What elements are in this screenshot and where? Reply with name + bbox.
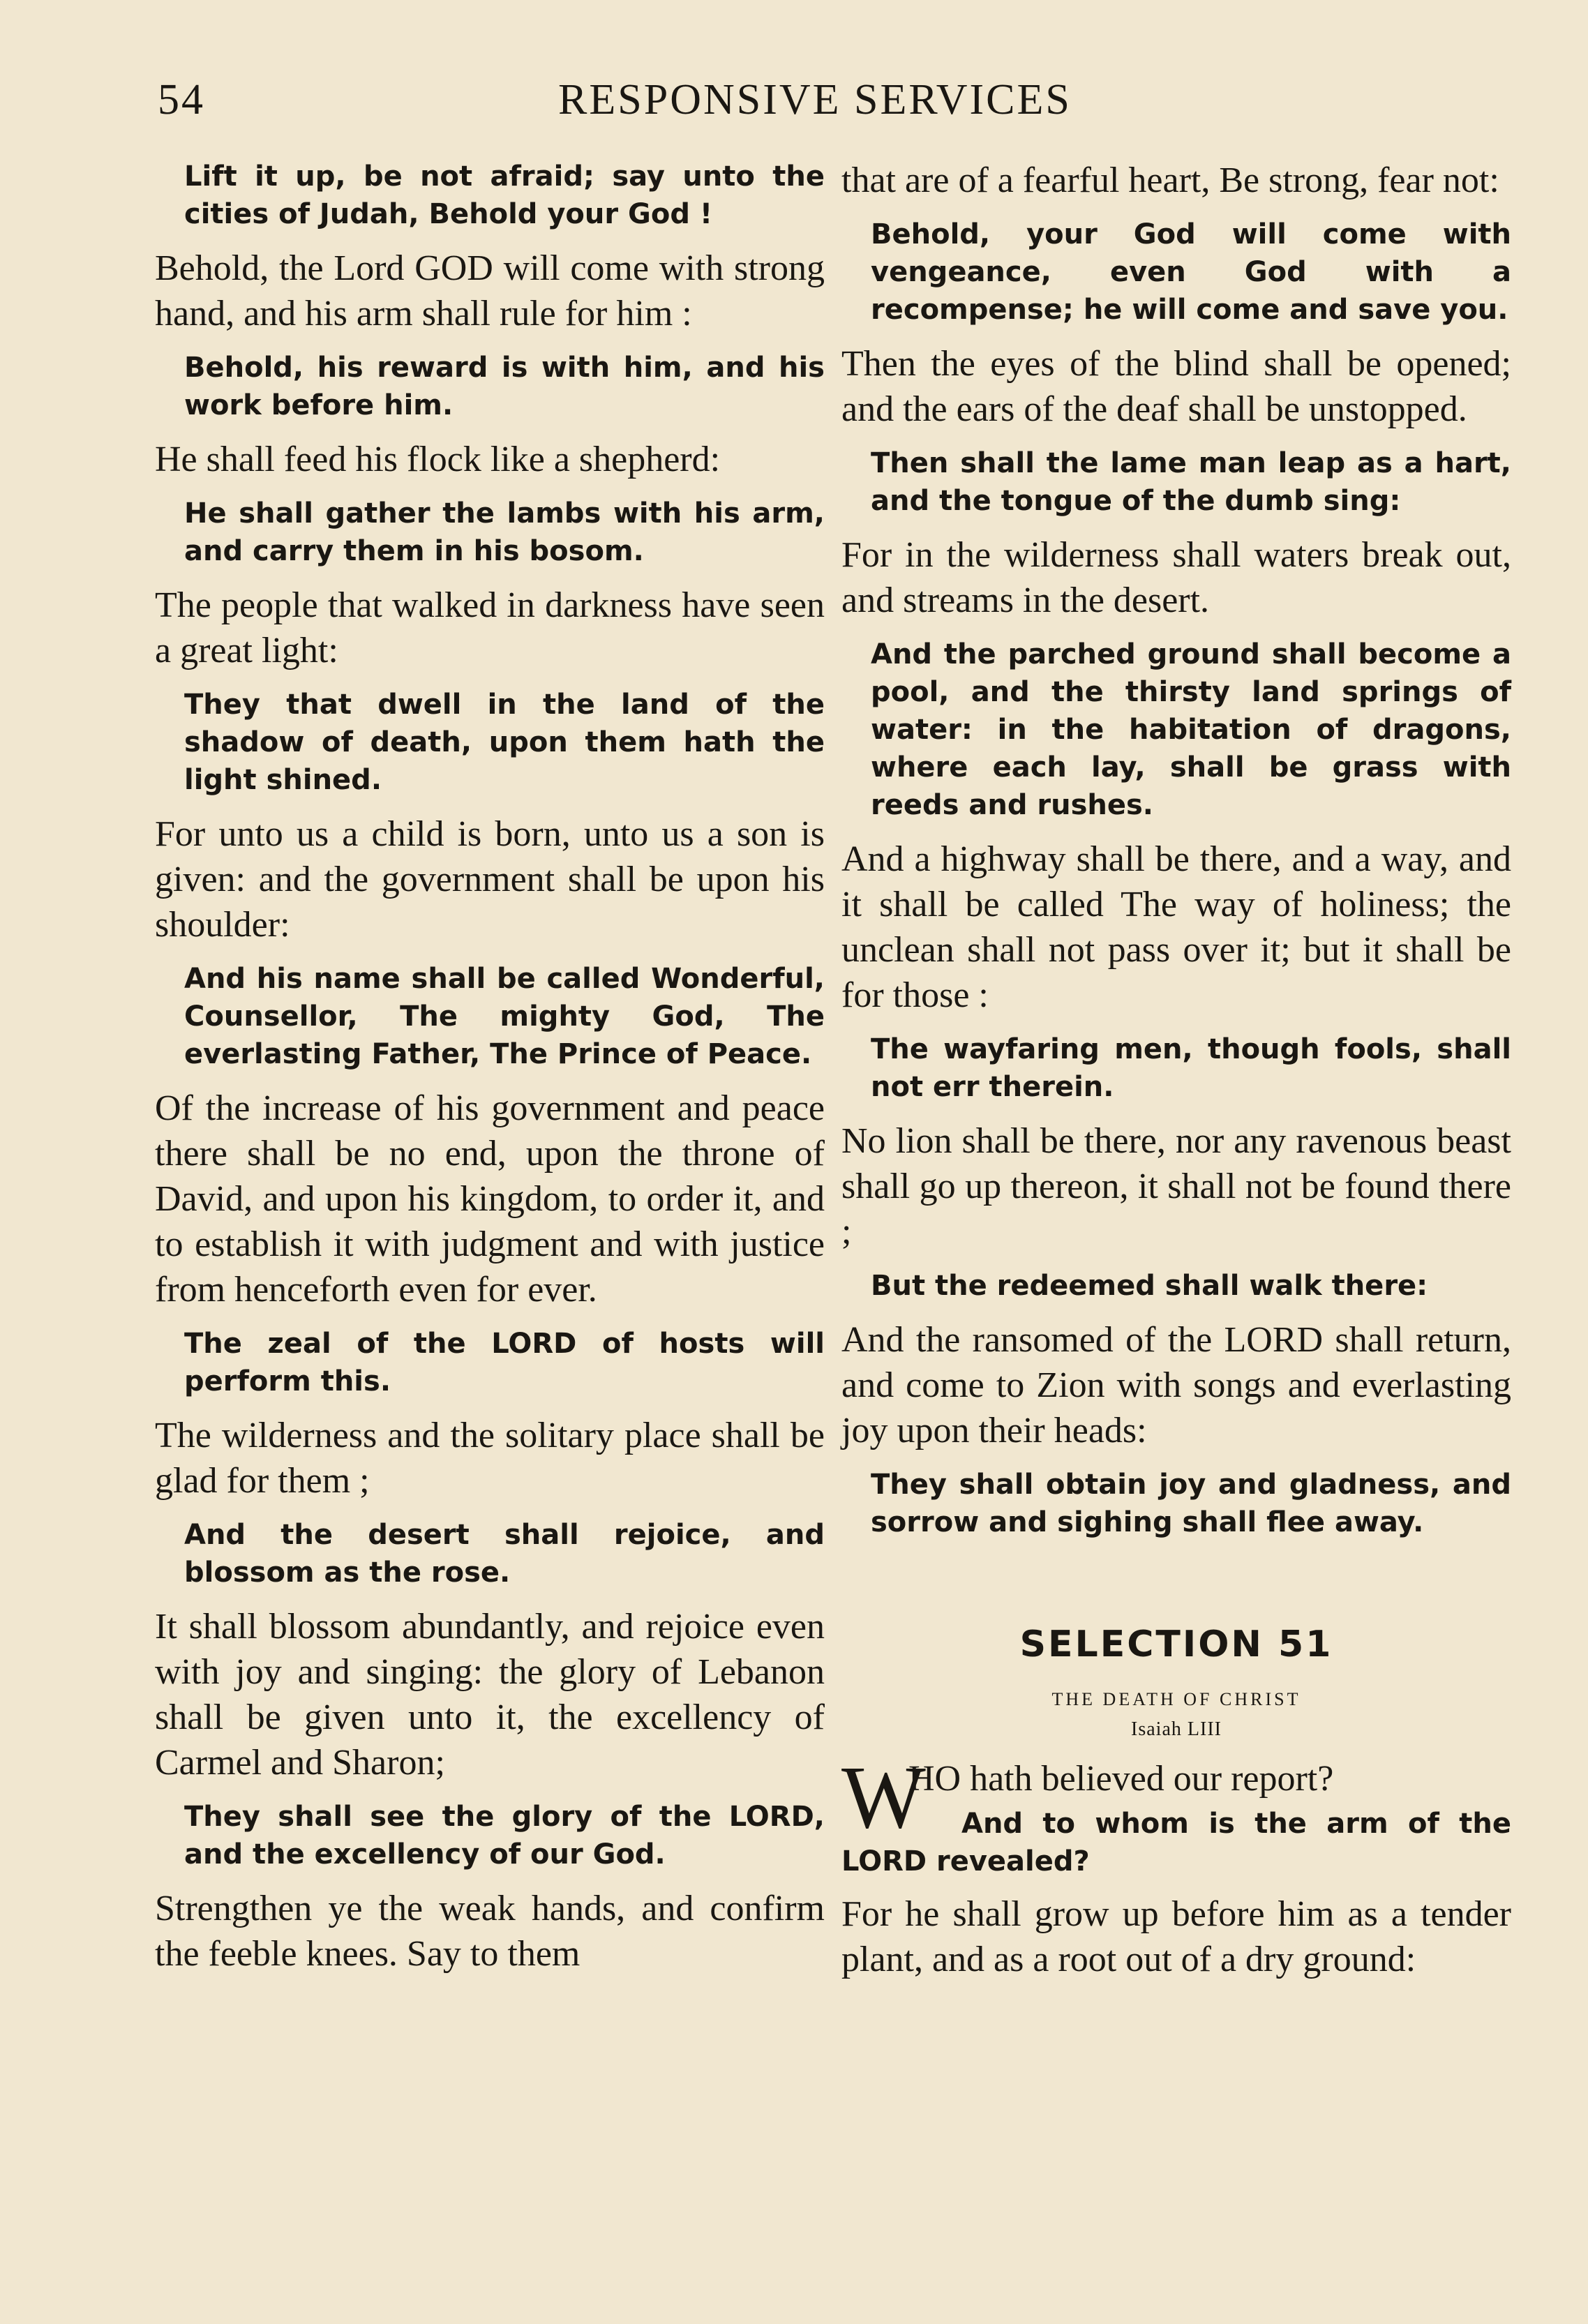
page-title: RESPONSIVE SERVICES: [558, 76, 1072, 123]
verse-line: Of the increase of his government and peace there shall be no end, upon the throne of David, and upon his kingdom, to order it, and to establish it with judgment and with justice from henceforth even for ever.: [155, 1088, 825, 1310]
left-column: [155, 158, 825, 1989]
right-column: [841, 158, 1511, 1995]
response-line: But the redeemed shall walk there:: [871, 1270, 1428, 1302]
verse-line: Strengthen ye the weak hands, and confirm the feeble knees. Say to them: [155, 1889, 825, 1974]
verse-line: And the ransomed of the LORD shall return, and come to Zion with songs and everlasting joy upon their heads:: [841, 1320, 1511, 1450]
verse-line: It shall blossom abundantly, and rejoice even with joy and singing: the glory of Lebanon shall be given unto it, the excellency of Carmel and Sharon;: [155, 1607, 825, 1783]
verse-line: For unto us a child is born, unto us a son is given: and the government shall be upon his shoulder:: [155, 814, 825, 945]
running-head: [0, 75, 1588, 124]
response-line: And to whom is the arm of the LORD revealed?: [841, 1808, 1511, 1877]
verse-line: that are of a fearful heart, Be strong, fear not:: [841, 160, 1499, 200]
response-line: Then shall the lame man leap as a hart, and the tongue of the dumb sing:: [871, 447, 1511, 517]
response-line: Behold, his reward is with him, and his work before him.: [184, 352, 825, 421]
response-line: Behold, your God will come with vengeance, even God with a recompense; he will come and save you.: [871, 218, 1511, 326]
response-line: They shall obtain joy and gladness, and sorrow and sighing shall flee away.: [871, 1469, 1511, 1538]
verse-line: Then the eyes of the blind shall be opened; and the ears of the deaf shall be unstopped.: [841, 344, 1511, 429]
verse-line: The wilderness and the solitary place shall be glad for them ;: [155, 1416, 825, 1501]
response-line: And the parched ground shall become a pool, and the thirsty land springs of water: in the habitation of dragons, where each lay, shall be grass with reeds and rushes.: [871, 638, 1511, 821]
selection-title: SELECTION 51: [1019, 1624, 1333, 1665]
response-line: The wayfaring men, though fools, shall not err therein.: [871, 1033, 1511, 1103]
response-line: They that dwell in the land of the shadow of death, upon them hath the light shined.: [184, 689, 825, 796]
response-line: And his name shall be called Wonderful, Counsellor, The mighty God, The everlasting Father, The Prince of Peace.: [184, 963, 825, 1070]
response-line: They shall see the glory of the LORD, and the excellency of our God.: [184, 1801, 825, 1871]
selection-subtitle: THE DEATH OF CHRIST: [1051, 1689, 1301, 1709]
selection-opening: [841, 1748, 1511, 1879]
verse-line: And a highway shall be there, and a way, and it shall be called The way of holiness; the unclean shall not pass over it; but it shall be for those :: [841, 839, 1511, 1015]
verse-line: The people that walked in darkness have seen a great light:: [155, 585, 825, 670]
verse-line: For in the wilderness shall waters break out, and streams in the desert.: [841, 535, 1511, 620]
response-line: And the desert shall rejoice, and blossom as the rose.: [184, 1519, 825, 1589]
response-line: He shall gather the lambs with his arm, and carry them in his bosom.: [184, 497, 825, 567]
verse-line: No lion shall be there, nor any ravenous beast shall go up thereon, it shall not be found there ;: [841, 1121, 1511, 1252]
selection-reference: Isaiah LIII: [1131, 1718, 1222, 1740]
page-number: 54: [158, 76, 205, 123]
verse-line: HO hath believed our report?: [908, 1759, 1334, 1799]
response-line: The zeal of the LORD of hosts will perform this.: [184, 1328, 825, 1397]
verse-line: He shall feed his flock like a shepherd:: [155, 440, 721, 479]
drop-cap: W: [841, 1748, 926, 1847]
response-line: Lift it up, be not afraid; say unto the cities of Judah, Behold your God !: [184, 160, 825, 230]
verse-line: Behold, the Lord GOD will come with strong hand, and his arm shall rule for him :: [155, 248, 825, 333]
verse-line: For he shall grow up before him as a tender plant, and as a root out of a dry ground:: [841, 1894, 1511, 1979]
